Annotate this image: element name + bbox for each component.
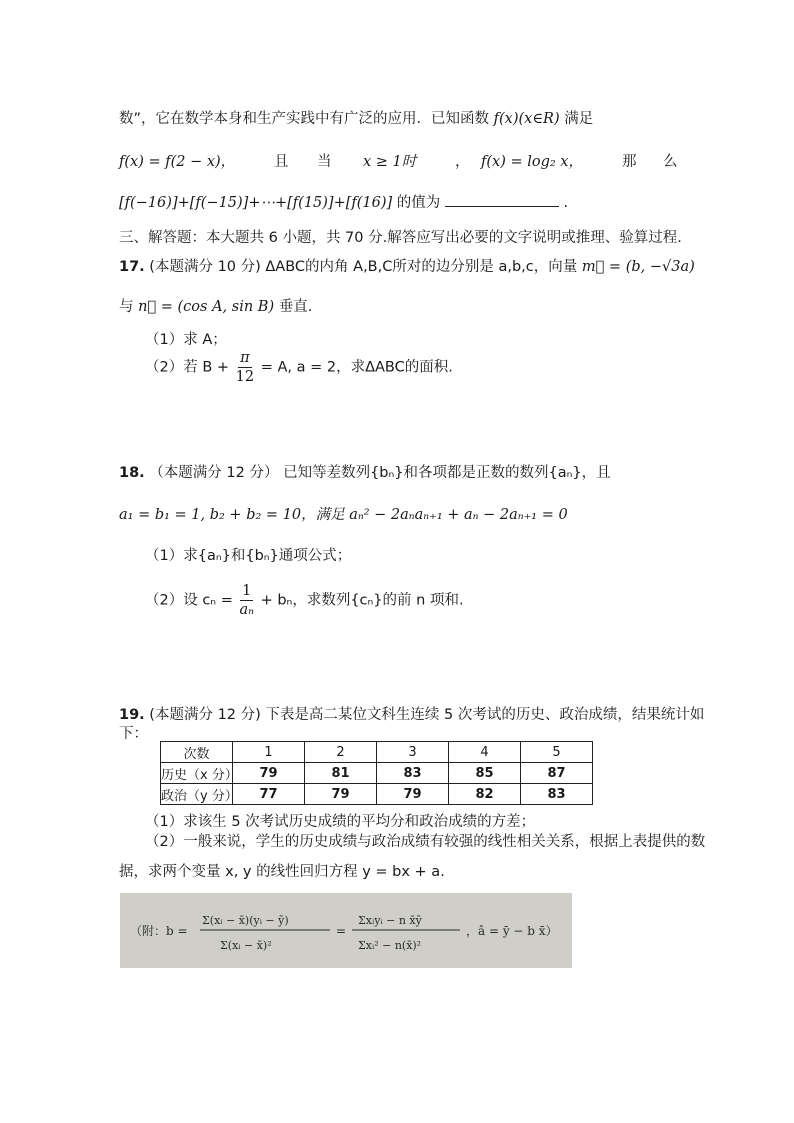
p16-period: . xyxy=(563,195,569,211)
table-row xyxy=(161,784,593,805)
table-header-cell: 1 xyxy=(233,742,305,763)
table-header-cell: 3 xyxy=(377,742,449,763)
p16-word-dang: 当 xyxy=(317,154,332,170)
appendix-pre: （附：b = xyxy=(130,924,188,938)
q18-line-2: a₁ = b₁ = 1, b₂ + b₂ = 10，满足 aₙ² − 2aₙaₙ₊₁ + aₙ − 2aₙ₊₁ = 0 xyxy=(119,507,568,523)
q17-fraction xyxy=(236,349,254,386)
q17-line-2 xyxy=(119,295,312,316)
appendix-f2-num: Σxᵢyᵢ − n x̄ȳ xyxy=(358,914,422,927)
q18-part-2 xyxy=(145,582,464,619)
q17-part2-post: = A, a = 2，求ΔABC的面积. xyxy=(260,359,453,376)
q19-part-2a: （2）一般来说，学生的历史成绩与政治成绩有较强的线性相关关系，根据上表提供的数 xyxy=(145,834,706,850)
table-header-cell: 2 xyxy=(305,742,377,763)
p16-line-3 xyxy=(119,191,568,212)
p16-comma: ， xyxy=(455,154,470,170)
section-3-header: 三、解答题：本大题共 6 小题，共 70 分.解答应写出必要的文字说明或推理、验算过程. xyxy=(119,230,682,246)
table-row-label: 历史（x 分） xyxy=(161,763,233,784)
p16-sum-expression: [f(−16)]+[f(−15)]+⋯+[f(15)]+[f(16)] xyxy=(119,195,393,211)
p16-line-1 xyxy=(119,107,593,128)
table-header-cell: 5 xyxy=(521,742,593,763)
p16-function-domain: f(x)(x∈R) xyxy=(493,111,560,127)
formula-svg xyxy=(120,893,572,968)
p16-text: 数”，它在数学本身和生产实践中有广泛的应用．已知函数 xyxy=(119,111,490,127)
p16-word-me: 么 xyxy=(663,154,678,170)
q17-score: (本题满分 10 分) xyxy=(149,259,261,275)
table-header-row xyxy=(161,742,593,763)
q17-number: 17. xyxy=(119,259,145,275)
q19-part-1: （1）求该生 5 次考试历史成绩的平均分和政治成绩的方差； xyxy=(145,814,536,830)
q17-vector-n: n⃗ = (cos A, sin B) xyxy=(138,299,275,315)
p16-text-end: 满足 xyxy=(564,111,594,127)
table-cell: 83 xyxy=(521,784,593,805)
q19-part-2b: 据，求两个变量 x, y 的线性回归方程 y = bx + a. xyxy=(119,864,445,880)
regression-formula-image xyxy=(120,893,572,968)
q18-stem: 已知等差数列{bₙ}和各项都是正数的数列{aₙ}，且 xyxy=(283,465,611,481)
table-header-cell: 4 xyxy=(449,742,521,763)
table-row xyxy=(161,763,593,784)
appendix-f2-den: Σxᵢ² − n(x̄)² xyxy=(358,939,422,952)
q17-part-2 xyxy=(145,349,453,386)
table-cell: 79 xyxy=(377,784,449,805)
appendix-eq: = xyxy=(336,924,347,938)
table-cell: 87 xyxy=(521,763,593,784)
table-cell: 85 xyxy=(449,763,521,784)
q17-part2-pre: （2）若 B + xyxy=(145,359,230,376)
q18-part2-post: + bₙ，求数列{cₙ}的前 n 项和. xyxy=(260,592,464,609)
p16-condition: x ≥ 1时 xyxy=(363,154,417,170)
q17-frac-den: 12 xyxy=(235,369,255,385)
q17-with: 与 xyxy=(119,299,134,315)
p16-symmetry: f(x) = f(2 − x)， xyxy=(119,154,236,170)
q19-line-2: 下： xyxy=(119,726,148,742)
appendix-f1-den: Σ(xᵢ − x̄)² xyxy=(220,939,272,952)
q18-frac-num: 1 xyxy=(242,583,252,599)
table-cell: 81 xyxy=(305,763,377,784)
table-cell: 79 xyxy=(305,784,377,805)
q18-score: （本题满分 12 分） xyxy=(149,465,279,481)
table-cell: 79 xyxy=(233,763,305,784)
q19-stem: 下表是高二某位文科生连续 5 次考试的历史、政治成绩，结果统计如 xyxy=(265,707,705,723)
q19-number: 19. xyxy=(119,707,145,723)
table-cell: 83 xyxy=(377,763,449,784)
p16-log: f(x) = log₂ x， xyxy=(481,154,583,170)
table-cell: 82 xyxy=(449,784,521,805)
q17-stem: ΔABC的内角 A,B,C所对的边分别是 a,b,c，向量 xyxy=(265,259,578,275)
table-cell: 77 xyxy=(233,784,305,805)
q19-line-1 xyxy=(119,703,704,724)
q18-number: 18. xyxy=(119,465,145,481)
q18-line-1 xyxy=(119,461,611,482)
q17-perpendicular: 垂直. xyxy=(278,299,313,315)
table-header-cell: 次数 xyxy=(161,742,233,763)
appendix-post: ，â = ȳ − b x̄） xyxy=(466,924,558,938)
scores-table xyxy=(160,741,593,805)
q19-score: (本题满分 12 分) xyxy=(149,707,261,723)
p16-value-label: 的值为 xyxy=(396,195,441,211)
q18-part-1: （1）求{aₙ}和{bₙ}通项公式； xyxy=(145,548,352,564)
appendix-f1-num: Σ(xᵢ − x̄)(yᵢ − ȳ) xyxy=(202,914,289,927)
q17-vector-m: m⃗ = (b, −√3a) xyxy=(581,259,695,275)
table-row-label: 政治（y 分） xyxy=(161,784,233,805)
p16-word-qie: 且 xyxy=(274,154,289,170)
q18-fraction xyxy=(239,582,254,619)
q17-frac-num: π xyxy=(240,350,250,366)
p16-word-na: 那 xyxy=(622,154,637,170)
q18-frac-den: aₙ xyxy=(239,602,254,618)
q18-part2-pre: （2）设 cₙ = xyxy=(145,592,233,609)
q17-line-1 xyxy=(119,255,695,276)
q17-part-1: （1）求 A； xyxy=(145,332,227,348)
p16-answer-blank[interactable] xyxy=(445,192,559,207)
